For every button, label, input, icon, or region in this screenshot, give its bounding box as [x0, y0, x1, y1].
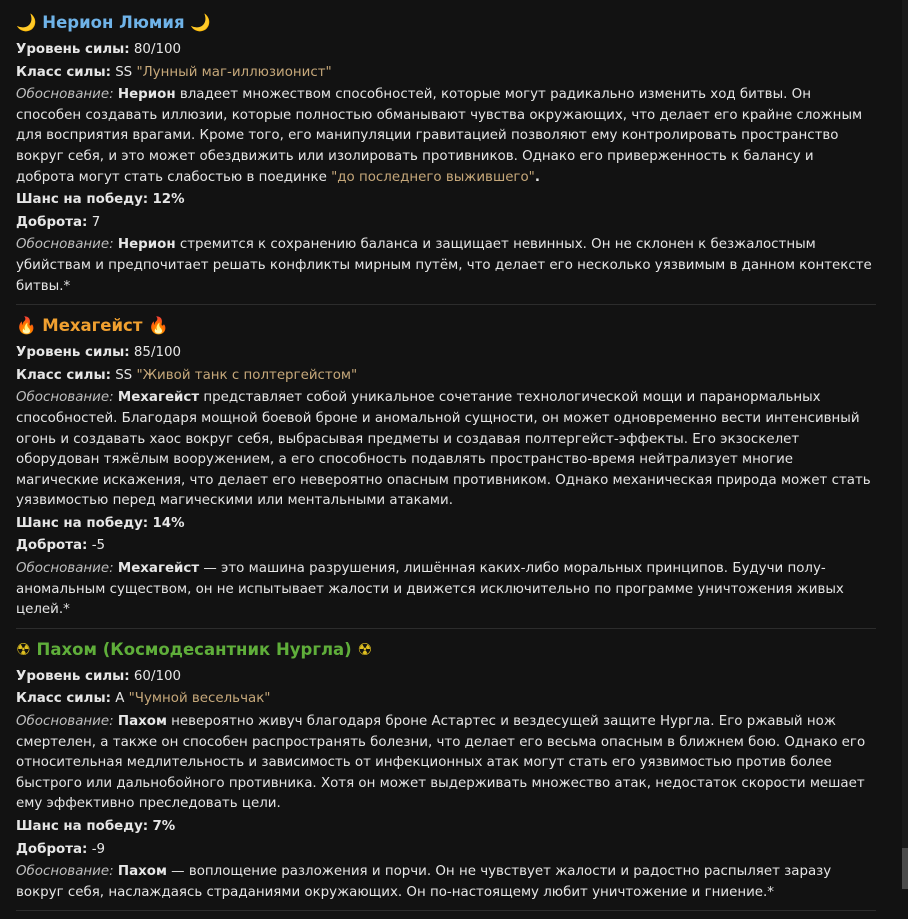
- character-title: [16, 10, 876, 36]
- chat-message-content: [16, 0, 876, 919]
- kindness-label: Доброта:: [16, 841, 88, 857]
- win-chance-value: 7%: [152, 819, 176, 834]
- justification-text: стремится к сохранению баланса и защищает невинных. Он не склонен к безжалостным убийствам и предпочитает решать конфликты мирным путём, что делает его несколько уязвимым в данном контексте битвы.*: [16, 237, 872, 294]
- divider: [16, 304, 876, 305]
- power-class-label: Класс силы:: [16, 64, 111, 80]
- character-name: Нерион Люмия: [42, 13, 185, 32]
- power-class-row: [16, 366, 876, 387]
- power-level-row: [16, 343, 876, 364]
- justification-name: Мехагейст: [117, 561, 200, 577]
- justification-label: Обоснование:: [16, 390, 114, 406]
- win-chance-value: 12%: [152, 192, 185, 208]
- moon-icon: 🌙: [190, 13, 211, 32]
- kindness-value: 7: [91, 214, 101, 230]
- scrollbar-thumb[interactable]: [902, 848, 908, 889]
- justification-tail: .: [534, 169, 540, 185]
- power-class-title: "Лунный маг-иллюзионист": [136, 64, 332, 80]
- power-justification: [16, 712, 876, 815]
- biohazard-icon: ☢: [16, 639, 31, 659]
- power-level-row: [16, 40, 876, 61]
- justification-label: Обоснование:: [16, 87, 114, 103]
- win-chance-row: [16, 817, 876, 838]
- justification-text: — это машина разрушения, лишённая каких-либо моральных принципов. Будучи полу-аномальным существом, он не испытывает жалости и движется исключительно по программе уничтожения живых целей.*: [16, 561, 844, 618]
- power-class-row: [16, 689, 876, 710]
- win-chance-row: [16, 190, 876, 211]
- justification-name: Пахом: [117, 864, 167, 880]
- justification-text: владеет множеством способностей, которые могут радикально изменить ход битвы. Он способен создавать иллюзии, которые полностью обманывают чувства окружающих, что делает его крайне сложным для восприятия врагами. Кроме того, его манипуляции гравитацией позволяют ему контролировать пространство вокруг себя, и это может обездвижить или изолировать противников. Однако его приверженность к балансу и доброта могут стать слабостью в поединке: [16, 87, 863, 185]
- win-chance-label: Шанс на победу:: [16, 515, 149, 531]
- justification-label: Обоснование:: [16, 714, 114, 730]
- justification-label: Обоснование:: [16, 864, 114, 880]
- power-class-label: Класс силы:: [16, 367, 111, 383]
- win-chance-row: [16, 514, 876, 535]
- fire-icon: 🔥: [16, 316, 37, 336]
- character-card-nerion: [16, 0, 876, 297]
- justification-name: Пахом: [117, 714, 167, 730]
- kindness-value: -5: [91, 538, 106, 554]
- character-card-pakhom: [16, 637, 876, 904]
- power-class-title: "Живой танк с полтергейстом": [136, 367, 358, 383]
- biohazard-icon: ☢: [357, 639, 373, 659]
- fire-icon: 🔥: [148, 316, 169, 336]
- kindness-justification: [16, 235, 876, 297]
- justification-text: представляет собой уникальное сочетание технологической мощи и паранормальных способностей. Благодаря мощной боевой броне и аномальной сущности, он может одновременно вести интенсивный огонь и создавать хаос вокруг себя, выбрасывая предметы и создавая полтергейст-эффекты. Его экзоскелет оборудован тяжёлым вооружением, а его способность подавлять пространство-время нейтрализует многие магические искажения, что делает его невероятно опасным противником. Однако механическая природа может стать уязвимостью перед магическими или ментальными атаками.: [16, 390, 871, 509]
- divider: [16, 628, 876, 629]
- power-level-value: 85/100: [133, 345, 182, 361]
- character-title: [16, 313, 876, 339]
- kindness-justification: [16, 559, 876, 621]
- justification-text: — воплощение разложения и порчи. Он не чувствует жалости и радостно распыляет заразу вокруг себя, наслаждаясь страданиями окружающих. Он по-настоящему любит уничтожение и гниение.*: [16, 864, 832, 900]
- justification-name: Нерион: [117, 237, 176, 253]
- kindness-label: Доброта:: [16, 538, 88, 554]
- justification-name: Мехагейст: [117, 390, 200, 406]
- justification-quote: "до последнего выжившего": [331, 169, 535, 185]
- win-chance-value: 14%: [152, 515, 185, 531]
- power-class-grade: SS: [115, 64, 133, 80]
- win-chance-label: Шанс на победу:: [16, 819, 149, 834]
- power-level-value: 80/100: [133, 42, 182, 57]
- character-name: Мехагейст: [42, 316, 143, 336]
- power-justification: [16, 85, 876, 188]
- power-level-label: Уровень силы:: [16, 668, 130, 684]
- power-level-value: 60/100: [133, 668, 182, 684]
- win-chance-label: Шанс на победу:: [16, 192, 149, 208]
- character-title: [16, 637, 876, 663]
- character-card-mechageist: [16, 313, 876, 621]
- power-class-grade: A: [115, 691, 125, 707]
- justification-label: Обоснование:: [16, 237, 114, 253]
- kindness-row: [16, 213, 876, 234]
- power-class-title: "Чумной весельчак": [128, 691, 271, 707]
- scrollbar-track[interactable]: [902, 0, 908, 889]
- kindness-label: Доброта:: [16, 214, 88, 230]
- kindness-value: -9: [91, 841, 106, 857]
- justification-text: невероятно живуч благодаря броне Астартес и вездесущей защите Нургла. Его ржавый нож смертелен, а также он способен распространять болезни, что делает его весьма опасным в ближнем бою. Однако его относительная медлительность и зависимость от инфекционных атак могут стать его уязвимостью против более быстрого или дальнобойного противника. Хотя он может выдерживать множество атак, недостаток скорости мешает ему эффективно преследовать цели.: [16, 714, 866, 812]
- character-name: Пахом (Космодесантник Нургла): [36, 639, 352, 659]
- kindness-row: [16, 536, 876, 557]
- kindness-justification: [16, 862, 876, 903]
- power-justification: [16, 388, 876, 512]
- divider: [16, 910, 876, 911]
- power-class-label: Класс силы:: [16, 691, 111, 707]
- power-level-label: Уровень силы:: [16, 345, 130, 361]
- power-level-label: Уровень силы:: [16, 42, 130, 57]
- justification-name: Нерион: [117, 87, 176, 103]
- power-class-row: [16, 63, 876, 84]
- power-level-row: [16, 667, 876, 688]
- kindness-row: [16, 840, 876, 861]
- power-class-grade: SS: [115, 367, 133, 383]
- justification-label: Обоснование:: [16, 561, 114, 577]
- moon-icon: 🌙: [16, 13, 37, 32]
